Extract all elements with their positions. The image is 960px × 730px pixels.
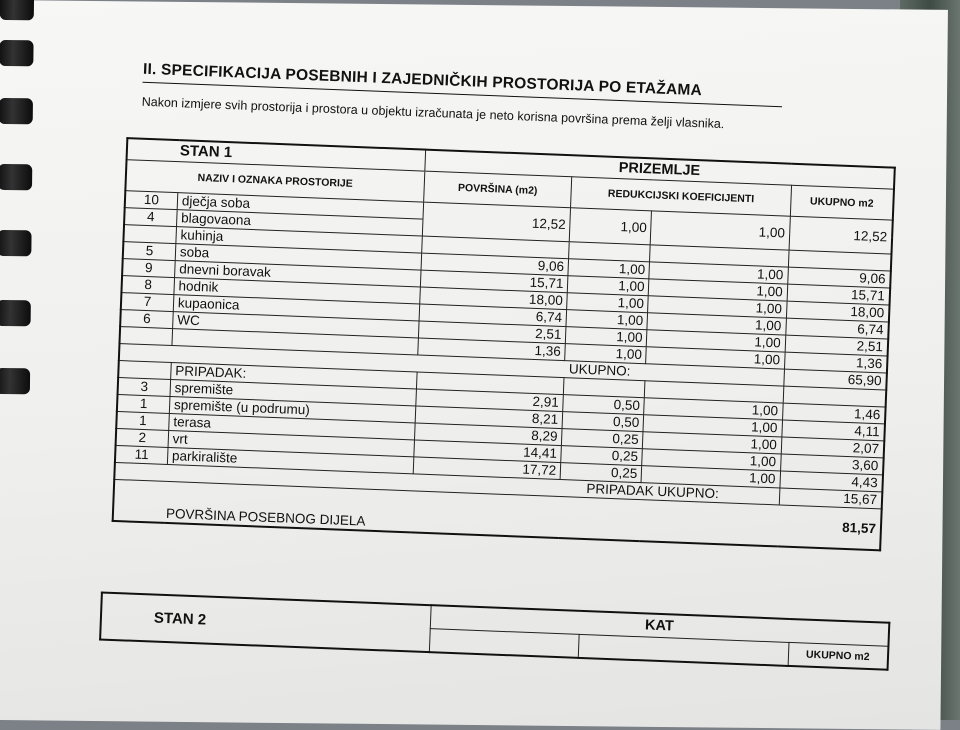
room-total: 15,71 — [787, 284, 890, 305]
pripadak-name: vrt — [168, 430, 414, 456]
ukupno-value: 65,90 — [784, 369, 887, 390]
pripadak-area: 8,21 — [415, 406, 563, 429]
pripadak-total: 2,07 — [781, 437, 884, 458]
room-total: 6,74 — [785, 318, 888, 339]
pripadak-k2: 1,00 — [643, 432, 782, 454]
room-name: dnevni boravak — [174, 261, 420, 287]
header-povrsina: POVRŠINA (m2) — [423, 171, 572, 208]
pripadak-k2: 1,00 — [644, 398, 783, 420]
pripadak-index: 2 — [116, 428, 169, 447]
room-k1: 1,00 — [568, 259, 650, 279]
header-koeficijenti: REDUKCIJSKI KOEFICIJENTI — [571, 177, 791, 216]
pripadak-total: 1,46 — [782, 403, 885, 424]
binder-ring — [0, 230, 32, 256]
room-area: 6,74 — [419, 304, 567, 327]
pripadak-k2: 1,00 — [642, 449, 781, 471]
room-name: kuhinja — [176, 227, 422, 253]
pripadak-k1: 0,50 — [562, 412, 644, 432]
room-name: blagovaona — [176, 210, 422, 236]
room-name: dječja soba — [177, 193, 423, 219]
room-name: soba — [175, 244, 421, 270]
room-area: 9,06 — [421, 253, 569, 276]
pripadak-index: 11 — [115, 445, 168, 464]
intro-text: Nakon izmjere svih prostorija i prostora u objektu izračunata je neto korisna površina prema želji vlasnika. — [141, 94, 725, 132]
pripadak-area: 14,41 — [414, 440, 562, 463]
pripadak-total: 4,11 — [782, 420, 885, 441]
pripadak-area: 17,72 — [413, 457, 561, 480]
room-index: 7 — [121, 293, 174, 312]
room-index: 4 — [124, 208, 177, 227]
header-ukupno: UKUPNO m2 — [790, 185, 894, 220]
room-name: kupaonica — [173, 295, 419, 321]
pripadak-k1: 0,25 — [561, 446, 643, 466]
room-total: 2,51 — [785, 335, 888, 356]
pripadak-k1: 0,50 — [563, 395, 645, 415]
room-k2: 1,00 — [647, 330, 786, 352]
pripadak-index: 1 — [117, 394, 170, 413]
pripadak-k1: 0,25 — [562, 429, 644, 449]
pripadak-index: 3 — [118, 378, 171, 397]
pripadak-k2: 1,00 — [642, 466, 781, 488]
room-k2: 1,00 — [648, 296, 787, 318]
pripadak-total: 4,43 — [780, 471, 883, 492]
room-k2: 1,00 — [649, 279, 788, 301]
posebni-value: 81,57 — [777, 505, 881, 550]
room-name: WC — [172, 312, 418, 338]
spiral-binding — [0, 0, 40, 720]
room-area: 18,00 — [419, 287, 567, 310]
room-area: 1,36 — [417, 338, 565, 361]
room-index — [123, 225, 176, 244]
room-name: hodnik — [174, 278, 420, 304]
pripadak-name: spremište — [170, 380, 416, 406]
stan2-table — [99, 591, 890, 670]
room-area: 12,52 — [422, 202, 571, 242]
posebni-label: POVRŠINA POSEBNOG DIJELA — [113, 479, 779, 546]
binder-ring — [0, 368, 30, 394]
room-index: 5 — [123, 242, 176, 261]
room-area: 2,51 — [418, 321, 566, 344]
stan2-floor: KAT — [430, 605, 889, 646]
room-k1: 1,00 — [566, 310, 648, 330]
room-k2: 1,00 — [651, 211, 790, 250]
pripadak-ukupno-value: 15,67 — [779, 488, 882, 509]
pripadak-title: PRIPADAK: — [170, 363, 416, 389]
room-k1: 1,00 — [567, 293, 649, 313]
stan1-floor: PRIZEMLJE — [425, 150, 895, 190]
room-index: 10 — [125, 191, 178, 210]
room-k2: 1,00 — [646, 347, 785, 369]
pripadak-area: 8,29 — [414, 423, 562, 446]
ukupno-label: UKUPNO: — [119, 344, 784, 387]
room-k1: 1,00 — [565, 344, 647, 364]
room-k1: 1,00 — [568, 276, 650, 296]
room-total: 12,52 — [789, 216, 893, 254]
room-k1: 1,00 — [566, 327, 648, 347]
pripadak-k1: 0,25 — [560, 463, 642, 483]
room-total: 1,36 — [784, 352, 887, 373]
binder-ring — [0, 40, 34, 66]
stan2-title: STAN 2 — [100, 593, 431, 653]
stan1-table — [112, 137, 896, 551]
binder-ring — [0, 300, 31, 326]
pripadak-ukupno-label: PRIPADAK UKUPNO: — [114, 462, 779, 505]
room-index: 6 — [120, 310, 173, 329]
pripadak-name: spremište (u podrumu) — [169, 396, 415, 422]
pripadak-area: 2,91 — [416, 389, 564, 412]
stan1-title: STAN 1 — [127, 138, 426, 171]
room-area: 15,71 — [420, 270, 568, 293]
room-total: 9,06 — [787, 267, 890, 288]
binder-ring — [0, 98, 33, 124]
section-heading: II. SPECIFIKACIJA POSEBNIH I ZAJEDNIČKIH PROSTORIJA PO ETAŽAMA — [143, 61, 783, 108]
pripadak-name: terasa — [169, 413, 415, 439]
room-total: 18,00 — [786, 301, 889, 322]
binder-ring — [0, 0, 34, 20]
pripadak-name: parkiralište — [167, 447, 413, 473]
header-naziv: NAZIV I OZNAKA PROSTORIJE — [125, 160, 424, 202]
pripadak-k2: 1,00 — [643, 415, 782, 437]
room-index: 8 — [121, 276, 174, 295]
room-k2: 1,00 — [647, 313, 786, 335]
stan2-header-ukupno: UKUPNO m2 — [788, 642, 889, 669]
document-content — [77, 59, 919, 671]
binder-ring — [0, 164, 32, 190]
room-index: 9 — [122, 259, 175, 278]
room-k1: 1,00 — [570, 208, 652, 245]
pripadak-index: 1 — [116, 411, 169, 430]
room-k2: 1,00 — [649, 262, 788, 284]
pripadak-total: 3,60 — [780, 454, 883, 475]
